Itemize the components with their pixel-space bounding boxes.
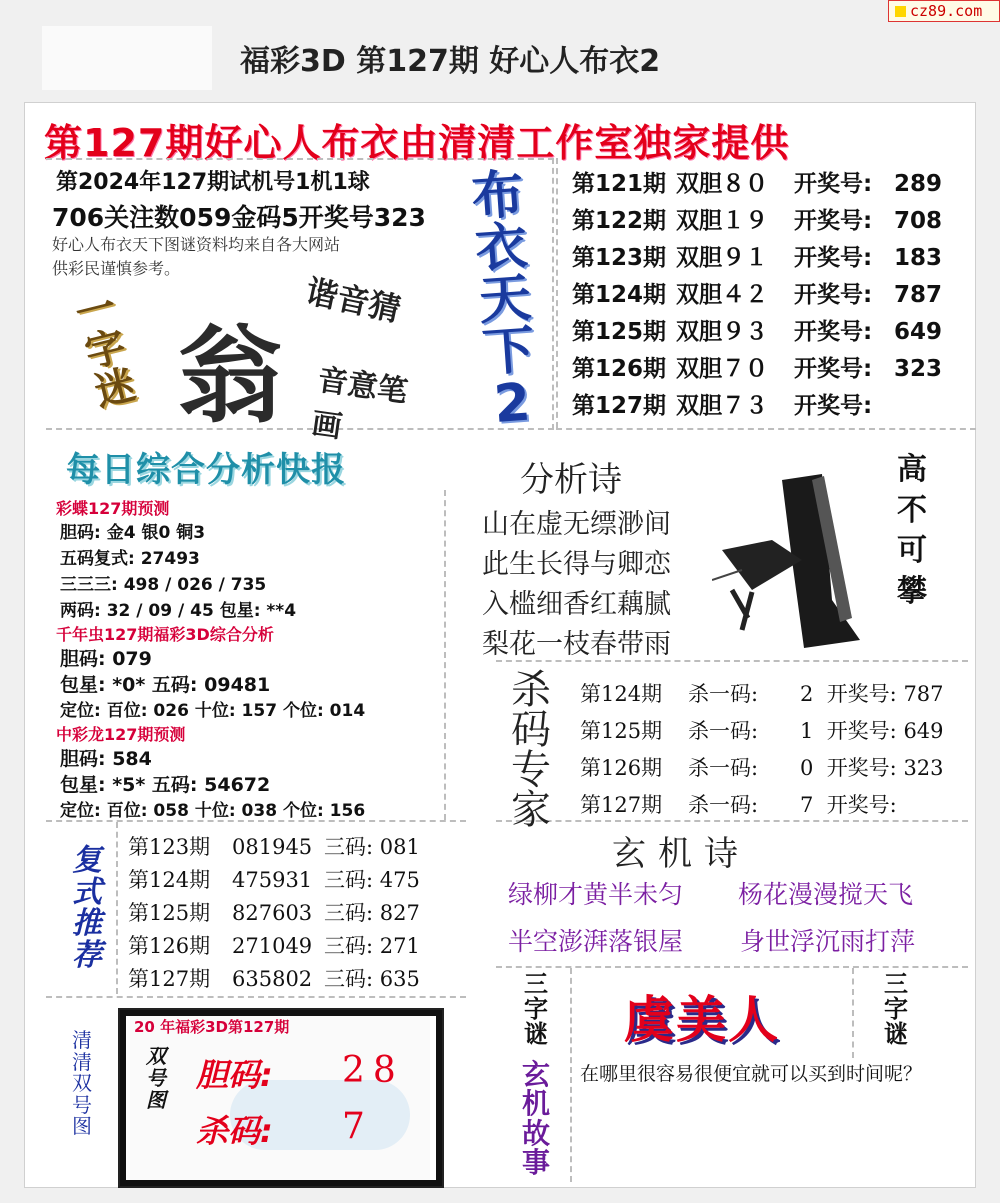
xuanji-story-char: 故: [521, 1116, 550, 1150]
kill-row: [580, 715, 944, 745]
history-row: [572, 313, 942, 346]
watermark-link[interactable]: [888, 0, 1000, 22]
card-dan-value: 28: [342, 1050, 404, 1091]
poem-title: 分析诗: [520, 460, 622, 500]
analysis-row: 包星: *0* 五码: 09481: [60, 674, 271, 696]
fushi-row: [128, 963, 420, 993]
riddle-hint: 音意笔画: [309, 362, 410, 446]
history-issue: 第127期: [572, 393, 667, 419]
fushi-row: [128, 831, 420, 861]
riddle-label: 一字迷: [64, 284, 139, 413]
history-draw: 649: [894, 319, 943, 345]
analysis-row: 定位: 百位: 058 十位: 038 个位: 156: [60, 801, 366, 821]
kill-issue: 第125期: [580, 719, 663, 743]
riddle-char: 翁: [178, 314, 283, 437]
logo-placeholder: [42, 26, 212, 90]
kill-title-char: 杀: [511, 667, 551, 713]
history-draw-label: 开奖号:: [794, 393, 873, 419]
kill-label: 杀一码:: [688, 719, 759, 743]
divider: [46, 996, 466, 998]
fushi-issue: 第126期: [128, 934, 211, 958]
intro-line: 好心人布衣天下图谜资料均来自各大网站: [52, 235, 341, 254]
three-word-char: 字: [524, 995, 548, 1024]
three-word-label: [514, 972, 558, 1048]
analysis-row: 定位: 百位: 026 十位: 157 个位: 014: [60, 701, 366, 721]
history-issue: 第125期: [572, 319, 667, 345]
three-word-char: 谜: [524, 1020, 548, 1049]
card-side-char: 双: [146, 1044, 166, 1068]
kill-issue: 第124期: [580, 682, 663, 706]
three-word-char: 三: [884, 970, 908, 998]
riddle-question: 在哪里很容易很便宜就可以买到时间呢？: [580, 1063, 923, 1085]
fushi-issue: 第124期: [128, 868, 211, 892]
history-draw: 183: [894, 245, 943, 271]
fushi-nums: 271049: [232, 934, 313, 958]
riddle-answer-title: 虞美人: [624, 991, 780, 1049]
watermark-text: cz89.com: [910, 2, 983, 20]
kill-code: 2: [800, 682, 814, 706]
analysis-row: 胆码: 079: [60, 648, 152, 670]
poem-line: 山在虚无缥渺间: [482, 509, 671, 540]
qq-char: 双: [72, 1071, 92, 1096]
buyi-title-char: 天: [476, 268, 534, 332]
analysis-row: 三三三: 498 / 026 / 735: [60, 575, 267, 595]
fushi-nums: 635802: [232, 967, 313, 991]
history-issue: 第121期: [572, 171, 667, 197]
history-draw: 787: [894, 282, 943, 308]
card-side-char: 号: [146, 1066, 166, 1090]
intro-line: 706关注数059金码5开奖号323: [52, 203, 426, 232]
analysis-block: [56, 498, 436, 824]
kill-label: 杀一码:: [688, 793, 759, 817]
kill-row: [580, 752, 944, 782]
history-draw: 289: [894, 171, 943, 197]
fushi-char: 式: [72, 874, 102, 910]
history-draw-label: 开奖号:: [794, 208, 873, 234]
fushi-three: 三码: 475: [324, 868, 420, 892]
card-sha-value: 7: [342, 1106, 365, 1147]
fushi-row: [128, 897, 420, 927]
headline: 第127期好心人布衣由清清工作室独家提供: [44, 121, 790, 165]
xuanji-story-label: [512, 1060, 560, 1178]
analysis-heading: 彩蝶127期预测: [56, 499, 170, 518]
kill-draw: 开奖号: 323: [826, 756, 944, 780]
fushi-issue: 第125期: [128, 901, 211, 925]
history-double: 双胆７０: [676, 356, 768, 382]
qq-char: 图: [72, 1114, 92, 1139]
analysis-row: 胆码: 金4 银0 铜3: [60, 523, 206, 543]
riddle-hint: 谐音猜: [302, 271, 405, 330]
qq-char: 清: [72, 1049, 92, 1074]
xuanji-line: 绿柳才黄半未匀: [508, 880, 684, 909]
buyi-title-char: 布: [469, 164, 526, 228]
fushi-nums: 827603: [232, 901, 313, 925]
history-double: 双胆７３: [676, 393, 768, 419]
history-row: [572, 202, 942, 235]
history-double: 双胆１９: [676, 208, 768, 234]
gao-char: 高: [897, 452, 927, 487]
fushi-char: 荐: [72, 937, 102, 973]
card-dan-label: 胆码:: [196, 1056, 273, 1094]
analysis-row: 五码复式: 27493: [60, 549, 200, 569]
gao-char: 可: [897, 533, 927, 568]
gao-char: 攀: [897, 573, 927, 609]
kill-code: 1: [800, 719, 814, 743]
analysis-heading: 千年虫127期福彩3D综合分析: [56, 625, 274, 644]
xuanji-line: 半空澎湃落银屋: [508, 927, 684, 956]
xuanji-title: 玄机诗: [612, 834, 750, 874]
history-row: [572, 239, 942, 272]
history-double: 双胆９３: [676, 319, 768, 345]
fushi-issue: 第127期: [128, 967, 211, 991]
fushi-nums: 475931: [232, 868, 313, 892]
history-row: [572, 350, 942, 383]
kill-row: [580, 678, 944, 708]
history-issue: 第123期: [572, 245, 667, 271]
history-issue: 第126期: [572, 356, 667, 382]
analysis-heading: 中彩龙127期预测: [56, 725, 186, 744]
analysis-row: 胆码: 584: [60, 748, 152, 770]
xuanji-line: 杨花漫漫搅天飞: [738, 880, 914, 909]
qq-char: 清: [72, 1028, 92, 1052]
three-word-char: 字: [884, 995, 908, 1024]
gao-char: 不: [897, 492, 927, 528]
kill-title-char: 专: [511, 747, 551, 793]
xuanji-story-char: 事: [521, 1146, 550, 1180]
history-row: [572, 276, 942, 309]
card-sha-label: 杀码:: [196, 1112, 273, 1150]
history-draw: 708: [894, 208, 943, 234]
kill-label: 杀一码:: [688, 682, 759, 706]
kill-code: 0: [800, 756, 814, 780]
page-title: 福彩3D 第127期 好心人布衣2: [240, 44, 661, 79]
gao-text: [892, 450, 932, 612]
daily-banner: 每日综合分析快报: [66, 450, 346, 490]
fushi-issue: 第123期: [128, 835, 211, 859]
card-side-char: 图: [146, 1088, 166, 1112]
kill-label: 杀一码:: [688, 756, 759, 780]
kill-title: [500, 667, 562, 833]
history-double: 双胆４２: [676, 282, 768, 308]
intro-line: 供彩民谨慎参考。: [52, 259, 181, 278]
buyi-title-char: 2: [492, 372, 533, 435]
fushi-three: 三码: 827: [324, 901, 420, 925]
qq-label: [66, 1030, 98, 1138]
analysis-row: 两码: 32 / 09 / 45 包星: **4: [60, 601, 297, 621]
history-row: [572, 165, 942, 198]
divider: [496, 820, 968, 822]
fushi-three: 三码: 081: [324, 835, 420, 859]
card-head: 20 年福彩3D第127期: [134, 1018, 290, 1036]
history-draw-label: 开奖号:: [794, 171, 873, 197]
fushi-nums: 081945: [232, 835, 313, 859]
fushi-row: [128, 864, 420, 894]
history-double: 双胆９１: [676, 245, 768, 271]
kill-issue: 第126期: [580, 756, 663, 780]
history-issue: 第122期: [572, 208, 667, 234]
buyi-title-char: 下: [480, 320, 537, 384]
three-word-char: 谜: [884, 1020, 908, 1049]
kill-draw: 开奖号:: [826, 793, 897, 817]
kill-draw: 开奖号: 649: [826, 719, 944, 743]
poem-line: 入槛细香红藕腻: [482, 589, 671, 620]
kill-title-char: 家: [511, 787, 551, 833]
history-draw: 323: [894, 356, 943, 382]
history-draw-label: 开奖号:: [794, 245, 873, 271]
kill-row: [580, 789, 897, 819]
history-draw-label: 开奖号:: [794, 356, 873, 382]
kill-code: 7: [800, 793, 814, 817]
intro-line: 第2024年127期试机号1机1球: [56, 170, 370, 195]
divider: [852, 968, 854, 1058]
xuanji-story-char: 玄: [521, 1058, 550, 1091]
history-issue: 第124期: [572, 282, 667, 308]
fushi-char: 复: [72, 843, 102, 878]
three-word-char: 三: [524, 970, 548, 998]
fushi-row: [128, 930, 420, 960]
fushi-char: 推: [72, 906, 102, 941]
history-double: 双胆８０: [676, 171, 768, 197]
analysis-row: 包星: *5* 五码: 54672: [60, 774, 271, 796]
kill-draw: 开奖号: 787: [826, 682, 944, 706]
climber-illustration: [712, 440, 882, 654]
xuanji-story-char: 机: [521, 1087, 550, 1121]
xuanji-line: 身世浮沉雨打萍: [740, 927, 916, 956]
fushi-three: 三码: 271: [324, 934, 420, 958]
fushi-three: 三码: 635: [324, 967, 420, 991]
qq-char: 号: [72, 1092, 92, 1117]
history-draw-label: 开奖号:: [794, 282, 873, 308]
history-row: [572, 387, 894, 420]
card-side: [140, 1045, 172, 1111]
poem-line: 梨花一枝春带雨: [482, 629, 671, 660]
dot-icon: [895, 6, 906, 17]
buyi-title-char: 衣: [473, 216, 530, 280]
kill-title-char: 码: [511, 707, 551, 753]
three-word-label: [874, 972, 918, 1048]
poem-line: 此生长得与卿恋: [482, 549, 671, 580]
fushi-label: [62, 845, 112, 971]
kill-issue: 第127期: [580, 793, 663, 817]
history-draw-label: 开奖号:: [794, 319, 873, 345]
